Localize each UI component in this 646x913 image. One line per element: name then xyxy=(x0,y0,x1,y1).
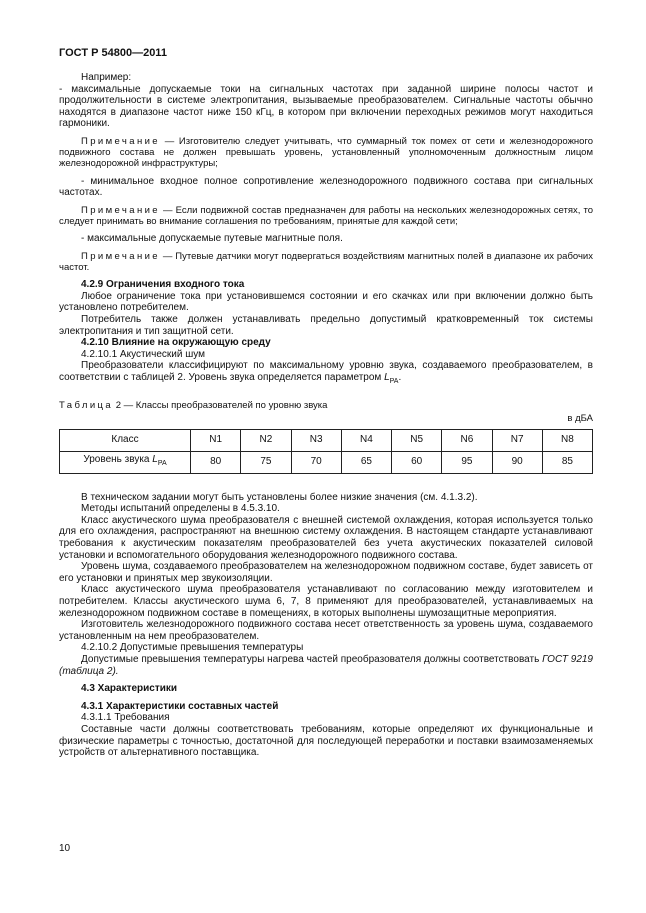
section-heading: 4.2.9 Ограничения входного тока xyxy=(81,279,245,291)
paragraph: Класс акустического шума преобразователя с внешней системой охлаждения, которая используется только для его охлаждения, распространяют на внешнюю систему охлаждения. В настоящем стандарте устанавливают требования к акустическим показателям преобразователей без учета акустических показателей силовой установки и вспомогательного оборудования железнодорожного подвижного состава. xyxy=(59,514,593,561)
paragraph: Преобразователи классифицируют по максимальному уровню звука, создаваемого преобразователем, в соответствии с таблицей 2. Уровень звука определяется параметром $L_{PA}$. xyxy=(59,360,593,385)
paragraph: Допустимые превышения температуры нагрева частей преобразователя должны соответствовать ГОСТ 9219 (таблица 2). xyxy=(59,654,593,677)
table-unit: в дБА xyxy=(567,413,593,425)
standard-header: ГОСТ Р 54800—2011 xyxy=(59,47,167,59)
section-heading: 4.2.10 Влияние на окружающую среду xyxy=(81,337,271,349)
note-text: — Путевые датчики могут подвергаться воздействиям магнитных полей в диапазоне их рабочих частот. xyxy=(59,250,593,273)
page-number: 10 xyxy=(59,843,71,854)
table-header-cell: N8 xyxy=(542,429,592,451)
table-header-cell: N2 xyxy=(241,429,291,451)
table-header-row xyxy=(60,429,593,451)
table-cell: 70 xyxy=(291,451,341,473)
table-caption: Таблица 2 — Классы преобразователей по уровню звука xyxy=(59,399,328,411)
table-header-cell: N3 xyxy=(291,429,341,451)
table-row xyxy=(60,451,593,473)
section-heading: 4.3.1 Характеристики составных частей xyxy=(81,700,279,712)
paragraph: Например: xyxy=(81,72,132,83)
section-heading: 4.3 Характеристики xyxy=(81,683,178,695)
table-cell: 60 xyxy=(392,451,442,473)
table-cell: 95 xyxy=(442,451,492,473)
table-cell: 80 xyxy=(191,451,241,473)
subsection-heading: 4.2.10.2 Допустимые превышения температуры xyxy=(81,642,304,654)
subsection-heading: 4.3.1.1 Требования xyxy=(81,712,170,724)
symbol: L xyxy=(384,371,390,383)
symbol-subscript: PA xyxy=(389,377,399,385)
paragraph: - максимальные допускаемые путевые магнитные поля. xyxy=(81,233,343,245)
note-text: — Изготовителю следует учитывать, что суммарный ток помех от сети и железнодорожного подвижного состава не должен превышать уровень, установленный уполномоченным должностным лицом железнодорожной инфраструктуры; xyxy=(59,135,593,170)
note-label: Примечание xyxy=(81,250,160,262)
paragraph: В техническом задании могут быть установлены более низкие значения (см. 4.1.3.2). xyxy=(81,491,478,503)
table-cell: 85 xyxy=(542,451,592,473)
paragraph: Класс акустического шума преобразователя устанавливают по согласованию между изготовителем и потребителем. Классы акустического шума 6, 7, 8 применяют для преобразователей, устанавливаемых на железнодорожном подвижном составе в помещениях, в которых выполнены шумозащитные мероприятия. xyxy=(59,584,593,619)
paragraph: Методы испытаний определены в 4.5.3.10. xyxy=(81,503,280,515)
paragraph: Потребитель также должен устанавливать предельно допустимый кратковременный ток системы электропитания и тип защитной сети. xyxy=(59,313,593,337)
paragraph: Любое ограничение тока при установившемся состоянии и его скачках или при включении должно быть установлено потребителем. xyxy=(59,290,593,314)
table-header-cell: N4 xyxy=(341,429,391,451)
table-caption-label: Таблица xyxy=(59,399,114,411)
paragraph: Составные части должны соответствовать требованиям, которые определяют их функциональные и физические параметры с точностью, достаточной для последующей переработки и поставки взаимозаменяемых устройств от альтернативного поставщика. xyxy=(59,723,593,759)
paragraph: - максимальные допускаемые токи на сигнальных частотах при заданной ширине полосы частот и продолжительности в системе электропитания, вызываемые преобразователем. Сигнальные частоты обычно находятся в диапазоне частот ниже 150 кГц, в котором при включении переходных режимов могут находиться гармоники. xyxy=(59,83,593,130)
note-label: Примечание xyxy=(81,204,160,216)
note xyxy=(59,251,593,273)
paragraph: - минимальное входное полное сопротивление железнодорожного подвижного состава при сигнальных частотах. xyxy=(59,175,593,199)
note xyxy=(59,136,593,170)
standard-reference: ГОСТ 9219 (таблица 2). xyxy=(59,654,593,677)
table-header-cell: N5 xyxy=(392,429,442,451)
table-header-cell: N1 xyxy=(191,429,241,451)
noise-class-table xyxy=(59,429,593,474)
paragraph: Изготовитель железнодорожного подвижного состава несет ответственность за уровень шума, создаваемого установленным на нем преобразователем. xyxy=(59,619,593,642)
table-cell: 65 xyxy=(341,451,391,473)
note xyxy=(59,205,593,227)
table-row-label: Уровень звука $L_{PA}$ xyxy=(60,451,191,473)
note-label: Примечание xyxy=(81,135,160,147)
table-header-cell: N6 xyxy=(442,429,492,451)
paragraph: Уровень шума, создаваемого преобразователем на железнодорожном подвижном составе, будет зависеть от его установки и принятых мер звукоизоляции. xyxy=(59,561,593,584)
table-cell: 90 xyxy=(492,451,542,473)
table-header-cell: N7 xyxy=(492,429,542,451)
body-text xyxy=(59,72,593,759)
table-header-cell: Класс xyxy=(60,429,191,451)
table-cell: 75 xyxy=(241,451,291,473)
note-text: — Если подвижной состав предназначен для работы на нескольких железнодорожных сетях, то следует принимать во внимание соглашения по требованиям, принятые для каждой сети; xyxy=(59,204,593,227)
subsection-heading: 4.2.10.1 Акустический шум xyxy=(81,348,206,360)
